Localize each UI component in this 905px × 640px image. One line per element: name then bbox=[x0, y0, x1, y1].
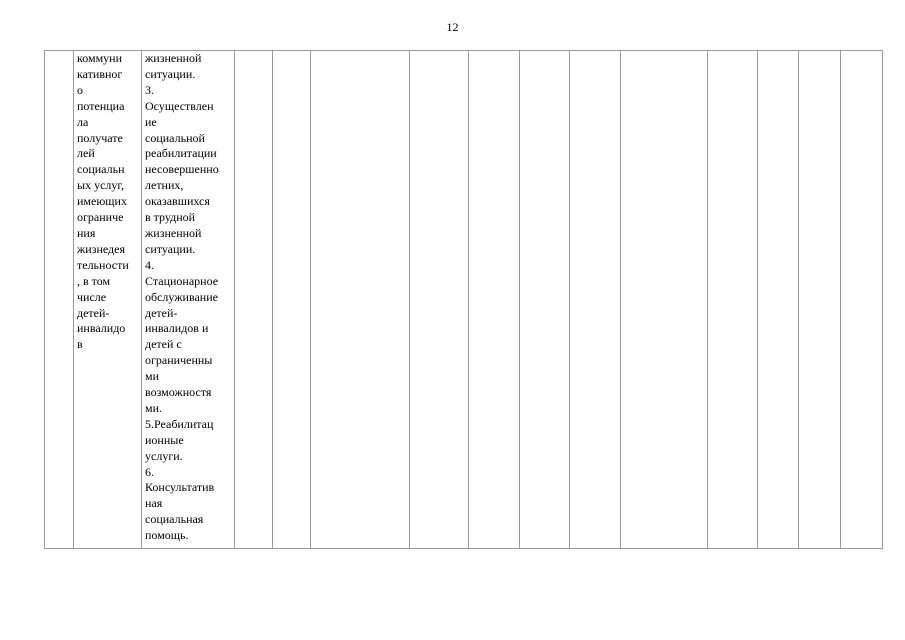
table-cell-5 bbox=[273, 51, 311, 549]
table-cell-1 bbox=[45, 51, 74, 549]
table-cell-12 bbox=[708, 51, 758, 549]
table-cell-7 bbox=[410, 51, 469, 549]
table-cell-9 bbox=[520, 51, 570, 549]
table-cell-15 bbox=[841, 51, 883, 549]
table-row bbox=[45, 51, 883, 549]
table-cell-2 bbox=[74, 51, 142, 549]
cell-text-recipients: коммуни кативног о потенциа ла получате лей социальн ых услуг, имеющих ограниче ния жизнедея тельности , в том числе детей- инвалидо в bbox=[77, 51, 129, 352]
table-cell-13 bbox=[758, 51, 799, 549]
page-number: 12 bbox=[446, 20, 459, 34]
table-cell-3 bbox=[142, 51, 235, 549]
table-cell-4 bbox=[235, 51, 273, 549]
table-cell-8 bbox=[469, 51, 520, 549]
document-table bbox=[44, 50, 883, 549]
table-cell-6 bbox=[311, 51, 410, 549]
table-cell-14 bbox=[799, 51, 841, 549]
cell-text-services: жизненной ситуации. 3. Осуществлен ие социальной реабилитации несовершенно летних, оказавшихся в трудной жизненной ситуации. 4. Стационарное обслуживание детей- инвалидов и детей с ограниченны ми возможностя ми. 5.Реабилитац ионные услуги. 6. Консультатив ная социальная помощь. bbox=[145, 51, 219, 543]
table-cell-10 bbox=[570, 51, 621, 549]
table-cell-11 bbox=[621, 51, 708, 549]
